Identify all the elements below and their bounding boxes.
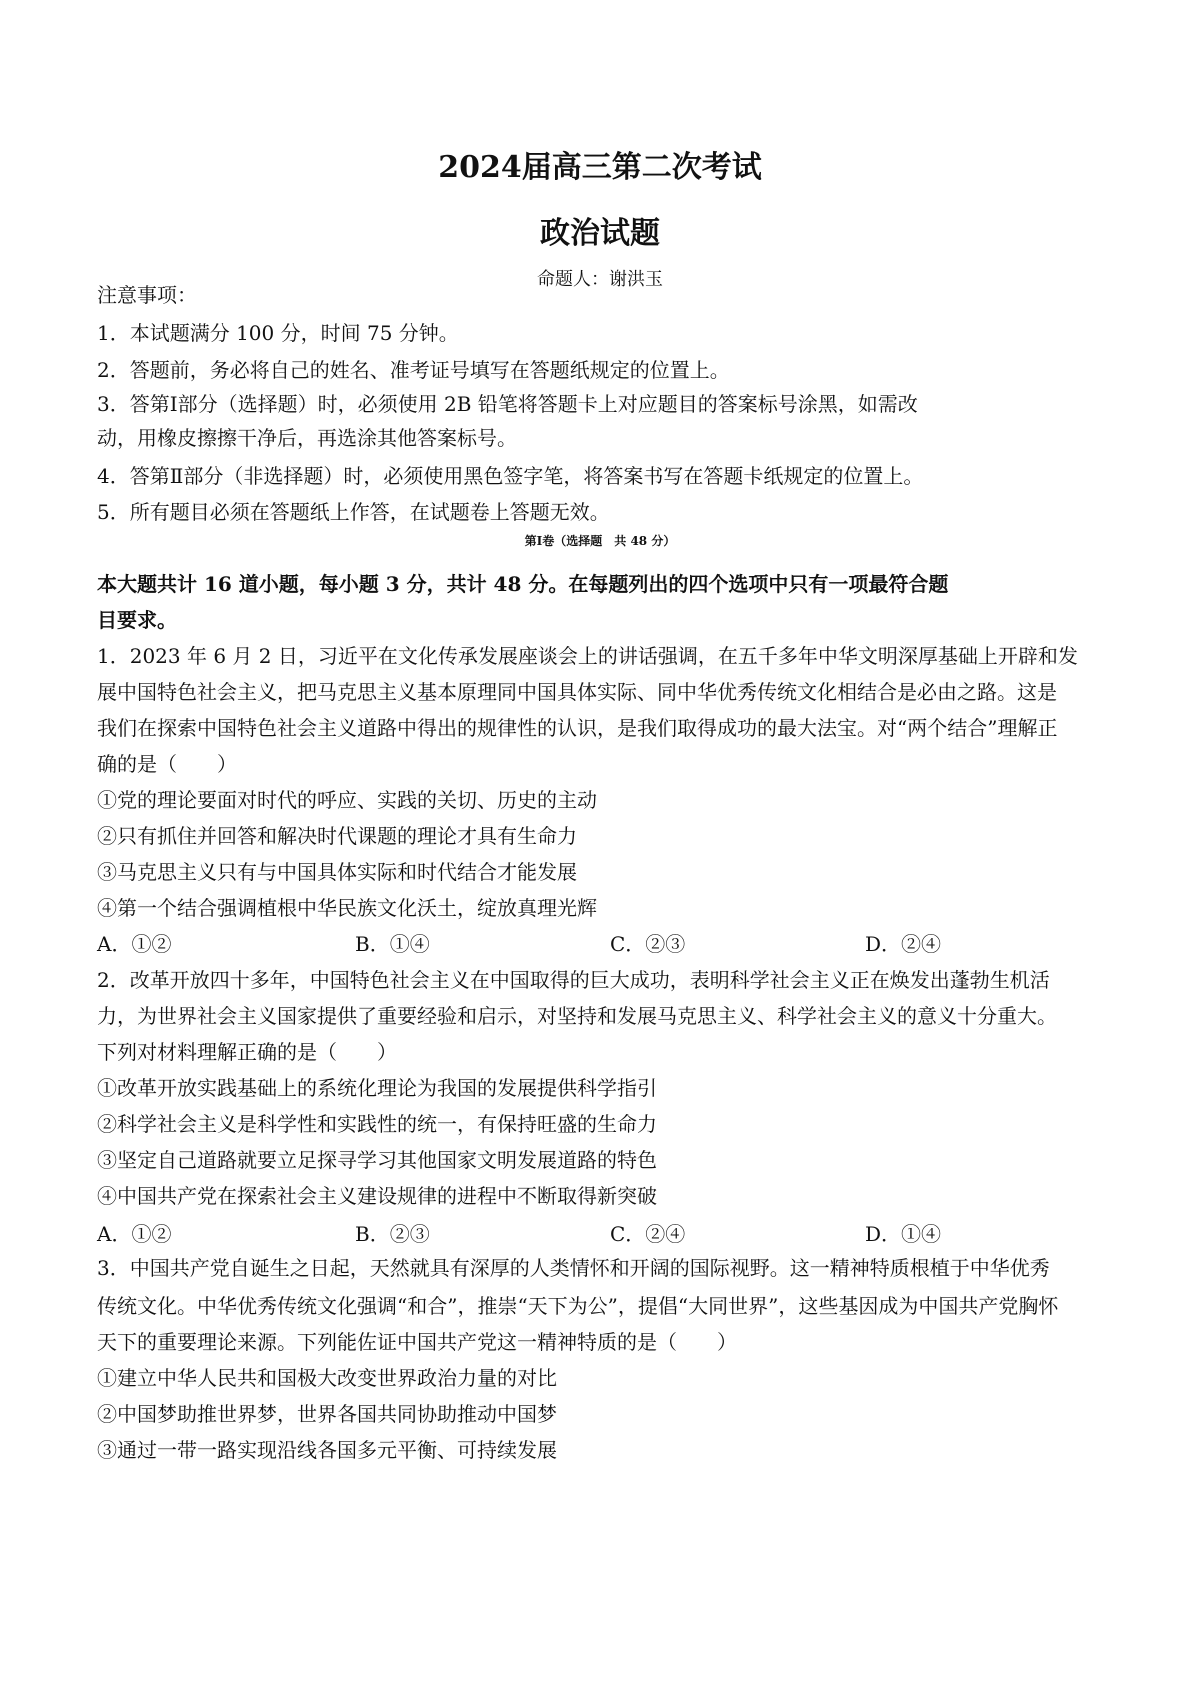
- notice-item: 4．答第Ⅱ部分（非选择题）时，必须使用黑色签字笔，将答案书写在答题卡纸规定的位置上。: [97, 464, 924, 488]
- question-3-stem: 传统文化。中华优秀传统文化强调“和合”，推崇“天下为公”，提倡“大同世界”，这些基因成为中国共产党胸怀: [97, 1294, 1059, 1318]
- question-1-stem: 展中国特色社会主义，把马克思主义基本原理同中国具体实际、同中华优秀传统文化相结合是必由之路。这是: [97, 680, 1057, 704]
- question-1-option-c: C．②③: [610, 932, 686, 956]
- notice-heading: 注意事项：: [97, 283, 197, 307]
- question-1-stem: 我们在探索中国特色社会主义道路中得出的规律性的认识，是我们取得成功的最大法宝。对“两个结合”理解正: [97, 716, 1058, 740]
- question-2-option-d: D．①④: [865, 1222, 942, 1246]
- question-1-stem: 确的是（ ）: [97, 752, 237, 776]
- question-2-statement: ④中国共产党在探索社会主义建设规律的进程中不断取得新突破: [97, 1184, 657, 1208]
- question-1-stem: 1．2023 年 6 月 2 日，习近平在文化传承发展座谈会上的讲话强调，在五千多年中华文明深厚基础上开辟和发: [97, 644, 1078, 668]
- section-instruction: 本大题共计 16 道小题，每小题 3 分，共计 48 分。在每题列出的四个选项中只有一项最符合题: [97, 572, 949, 596]
- question-3-statement: ③通过一带一路实现沿线各国多元平衡、可持续发展: [97, 1438, 557, 1462]
- notice-item: 5．所有题目必须在答题纸上作答，在试题卷上答题无效。: [97, 500, 610, 524]
- question-2-option-a: A．①②: [97, 1222, 172, 1246]
- question-2-option-c: C．②④: [610, 1222, 686, 1246]
- question-1-statement: ①党的理论要面对时代的呼应、实践的关切、历史的主动: [97, 788, 597, 812]
- question-2-stem: 2．改革开放四十多年，中国特色社会主义在中国取得的巨大成功，表明科学社会主义正在焕发出蓬勃生机活: [97, 968, 1050, 992]
- notice-item: 2．答题前，务必将自己的姓名、准考证号填写在答题纸规定的位置上。: [97, 358, 730, 382]
- question-2-statement: ③坚定自己道路就要立足探寻学习其他国家文明发展道路的特色: [97, 1148, 657, 1172]
- notice-item: 3．答第Ⅰ部分（选择题）时，必须使用 2B 铅笔将答题卡上对应题目的答案标号涂黑，如需改: [97, 392, 918, 416]
- question-1-option-b: B．①④: [355, 932, 430, 956]
- notice-item: 1．本试题满分 100 分，时间 75 分钟。: [97, 321, 459, 345]
- exam-title: 2024届高三第二次考试: [438, 150, 762, 185]
- question-3-stem: 天下的重要理论来源。下列能佐证中国共产党这一精神特质的是（ ）: [97, 1330, 737, 1354]
- question-3-statement: ①建立中华人民共和国极大改变世界政治力量的对比: [97, 1366, 557, 1390]
- question-2-statement: ①改革开放实践基础上的系统化理论为我国的发展提供科学指引: [97, 1076, 657, 1100]
- question-2-stem: 力，为世界社会主义国家提供了重要经验和启示，对坚持和发展马克思主义、科学社会主义的意义十分重大。: [97, 1004, 1057, 1028]
- author-line: 命题人：谢洪玉: [537, 269, 663, 290]
- question-1-statement: ③马克思主义只有与中国具体实际和时代结合才能发展: [97, 860, 577, 884]
- question-2-option-b: B．②③: [355, 1222, 430, 1246]
- question-1-option-d: D．②④: [865, 932, 942, 956]
- question-1-statement: ④第一个结合强调植根中华民族文化沃土，绽放真理光辉: [97, 896, 597, 920]
- notice-item: 动，用橡皮擦擦干净后，再选涂其他答案标号。: [97, 426, 517, 450]
- question-1-option-a: A．①②: [97, 932, 172, 956]
- question-3-stem: 3．中国共产党自诞生之日起，天然就具有深厚的人类情怀和开阔的国际视野。这一精神特质根植于中华优秀: [97, 1256, 1050, 1280]
- section-title: 第Ⅰ卷（选择题 共 48 分）: [524, 534, 676, 548]
- question-1-statement: ②只有抓住并回答和解决时代课题的理论才具有生命力: [97, 824, 577, 848]
- question-2-stem: 下列对材料理解正确的是（ ）: [97, 1040, 397, 1064]
- question-2-statement: ②科学社会主义是科学性和实践性的统一，有保持旺盛的生命力: [97, 1112, 657, 1136]
- subject-title: 政治试题: [540, 216, 660, 251]
- question-3-statement: ②中国梦助推世界梦，世界各国共同协助推动中国梦: [97, 1402, 557, 1426]
- section-instruction: 目要求。: [97, 608, 177, 632]
